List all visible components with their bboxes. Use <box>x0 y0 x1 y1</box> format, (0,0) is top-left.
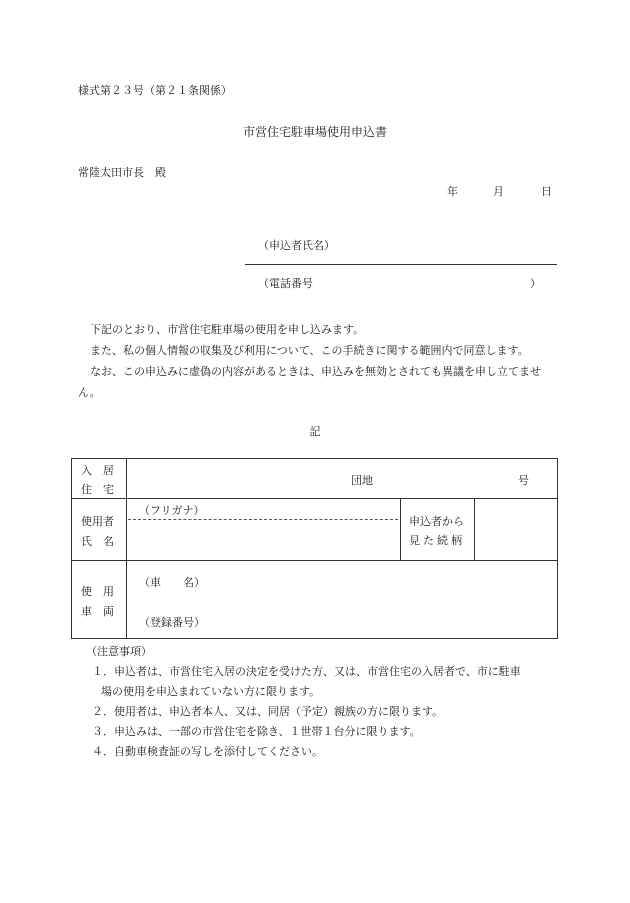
furigana-label: （フリガナ） <box>139 504 205 517</box>
relation-label-line2: 見た続柄 <box>409 534 465 547</box>
residence-label-line1: 入 居 <box>81 464 114 477</box>
vehicle-label-line2: 車 両 <box>81 605 114 618</box>
relation-field[interactable] <box>475 499 557 560</box>
residence-field[interactable] <box>127 459 557 498</box>
user-label-line2: 氏 名 <box>81 535 114 548</box>
date-day-label: 日 <box>541 185 552 198</box>
registration-number-label: （登録番号） <box>139 616 205 629</box>
document-title: 市営住宅駐車場使用申込書 <box>242 125 387 139</box>
addressee: 常陸太田市長 殿 <box>78 166 166 179</box>
applicant-name-label: （申込者氏名） <box>258 239 335 252</box>
applicant-name-line <box>245 264 557 265</box>
body-paragraph-2: また、私の個人情報の収集及び利用について、この手続きに関する範囲内で同意します。 <box>90 344 529 357</box>
user-label-line1: 使用者 <box>81 515 114 528</box>
note-3: ３．申込みは、一部の市営住宅を除き、１世帯１台分に限ります。 <box>92 725 421 738</box>
relation-divider-left <box>400 498 401 560</box>
table-border-left <box>71 458 72 639</box>
vehicle-field[interactable] <box>127 561 557 638</box>
note-4: ４．自動車検査証の写しを添付してください。 <box>92 745 323 758</box>
vehicle-label-line1: 使 用 <box>81 585 114 598</box>
date-month-label: 月 <box>493 185 504 198</box>
note-1-line-1: １．申込者は、市営住宅入居の決定を受けた方、又は、市営住宅の入居者で、市に駐車 <box>92 665 521 678</box>
danchi-label: 団地 <box>351 474 373 487</box>
body-paragraph-3: なお、この申込みに虚偽の内容があるときは、申込みを無効とされても異議を申し立てません。 <box>78 365 541 399</box>
car-name-label: （車 名） <box>139 576 205 589</box>
relation-label-line1: 申込者から <box>409 515 464 528</box>
notes-heading: （注意事項） <box>86 645 152 658</box>
user-name-field[interactable] <box>127 520 400 560</box>
residence-label-line2: 住 宅 <box>81 483 114 496</box>
phone-number-label: （電話番号 <box>258 277 313 290</box>
table-border-bottom <box>71 638 558 639</box>
note-2: ２．使用者は、申込者本人、又は、同居（予定）親族の方に限ります。 <box>92 705 444 718</box>
date-year-label: 年 <box>447 185 458 198</box>
note-1-line-2: 場の使用を申込まれていない方に限ります。 <box>101 685 321 698</box>
ki-heading: 記 <box>309 425 321 438</box>
gou-label: 号 <box>518 474 529 487</box>
table-border-right <box>557 458 558 639</box>
phone-number-close-paren: ） <box>530 277 541 290</box>
form-number: 様式第２３号（第２１条関係） <box>78 84 232 97</box>
body-paragraph-1: 下記のとおり、市営住宅駐車場の使用を申し込みます。 <box>90 323 365 336</box>
